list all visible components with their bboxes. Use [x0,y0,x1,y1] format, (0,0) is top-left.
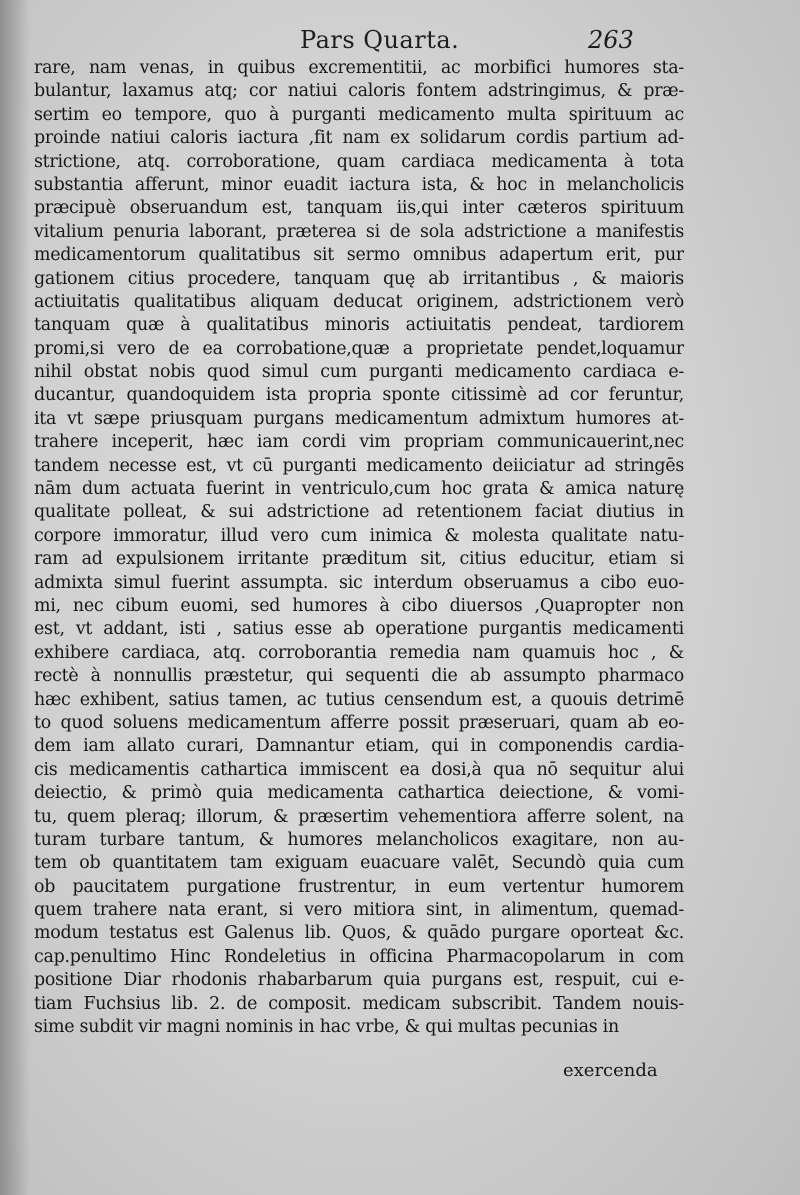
spine-shadow [0,0,30,1195]
text-line: substantia afferunt, minor euadit iactura ista, & hoc in melancholicis [34,174,684,195]
text-line: tem ob quantitatem tam exiguam euacuare valēt, Secundò quia cum [34,853,684,874]
text-line: promi,si vero de ea corrobatione,quæ a proprietate pendet,loquamur [34,338,684,359]
text-line: vitalium penuria laborant, præterea si de sola adstrictione a manifestis [34,221,684,242]
text-line: est, vt addant, isti , satius esse ab operatione purgantis medicamenti [34,619,684,640]
text-line: cap.penultimo Hinc Rondeletius in officina Pharmacopolarum in com [34,946,684,967]
text-line: ram ad expulsionem irritante præditum sit, citius educitur, etiam si [34,549,684,570]
text-line: tiam Fuchsius lib. 2. de composit. medicam subscribit. Tandem nouis- [34,993,684,1014]
text-line: deiectio, & primò quia medicamenta cathartica deiectione, & vomi- [34,783,684,804]
page-number: 263 [588,26,634,54]
text-line: proinde natiui caloris iactura ,fit nam ex solidarum cordis partium ad- [34,128,684,149]
text-line: strictione, atq. corroboratione, quam cardiaca medicamenta à tota [34,151,684,172]
text-line: nām dum actuata fuerint in ventriculo,cum hoc grata & amica naturę [34,479,684,500]
text-line: tu, quem pleraq; illorum, & præsertim vehementiora afferre solent, na [34,806,684,827]
text-line: actiuitatis qualitatibus aliquam deducat originem, adstrictionem verò [34,291,684,312]
text-line: qualitate polleat, & sui adstrictione ad retentionem faciat diutius in [34,502,684,523]
text-line: sertim eo tempore, quo à purganti medicamento multa spirituum ac [34,104,684,125]
text-line: cis medicamentis cathartica immiscent ea dosi,à qua nō sequitur alui [34,759,684,780]
text-line: to quod soluens medicamentum afferre possit præseruari, quam ab eo- [34,712,684,733]
text-line: exhibere cardiaca, atq. corroborantia remedia nam quamuis hoc , & [34,642,684,663]
text-line: positione Diar rhodonis rhabarbarum quia purgans est, respuit, cui e- [34,970,684,991]
text-line: gationem citius procedere, tanquam quę ab irritantibus , & maioris [34,268,684,289]
text-line: dem iam allato curari, Damnantur etiam, qui in componendis cardia- [34,736,684,757]
text-line: rare, nam venas, in quibus excrementitii, ac morbifici humores sta- [34,58,684,78]
page-header [0,26,800,56]
text-line: admixta simul fuerint assumpta. sic interdum obseruamus a cibo euo- [34,572,684,593]
text-line: hæc exhibent, satius tamen, ac tutius censendum est, a quouis detrimē [34,689,684,710]
text-line: corpore immoratur, illud vero cum inimica & molesta qualitate natu- [34,525,684,546]
text-line: ita vt sæpe priusquam purgans medicamentum admixtum humores at- [34,408,684,429]
text-line: bulantur, laxamus atq; cor natiui caloris fontem adstringimus, & præ- [34,81,684,102]
text-line: præcipuè obseruandum est, tanquam iis,qui inter cæteros spirituum [34,198,684,219]
text-line: nihil obstat nobis quod simul cum purganti medicamento cardiaca e- [34,362,684,383]
text-line: turam turbare tantum, & humores melancholicos exagitare, non au- [34,829,684,850]
text-line: tandem necesse est, vt cū purganti medicamento deiiciatur ad stringēs [34,455,684,476]
text-line: medicamentorum qualitatibus sit sermo omnibus adapertum erit, pur [34,245,684,266]
text-line: mi, nec cibum euomi, sed humores à cibo diuersos ,Quapropter non [34,595,684,616]
text-line: quem trahere nata erant, si vero mitiora sint, in alimentum, quemad- [34,900,684,921]
body-text [34,57,684,1039]
text-line: ob paucitatem purgatione frustrentur, in eum vertentur humorem [34,876,684,897]
text-line: tanquam quæ à qualitatibus minoris actiuitatis pendeat, tardiorem [34,315,684,336]
text-line: modum testatus est Galenus lib. Quos, & quādo purgare oporteat &c. [34,923,684,944]
text-line: trahere inceperit, hæc iam cordi vim propriam communicauerint,nec [34,432,684,453]
text-line: sime subdit vir magni nominis in hac vrbe, & qui multas pecunias in [34,1017,619,1038]
catchword: exercenda [563,1060,658,1081]
text-line: rectè à nonnullis præstetur, qui sequenti die ab assumpto pharmaco [34,666,684,687]
text-line: ducantur, quandoquidem ista propria sponte citissimè ad cor feruntur, [34,385,684,406]
running-head: Pars Quarta. [300,26,460,54]
